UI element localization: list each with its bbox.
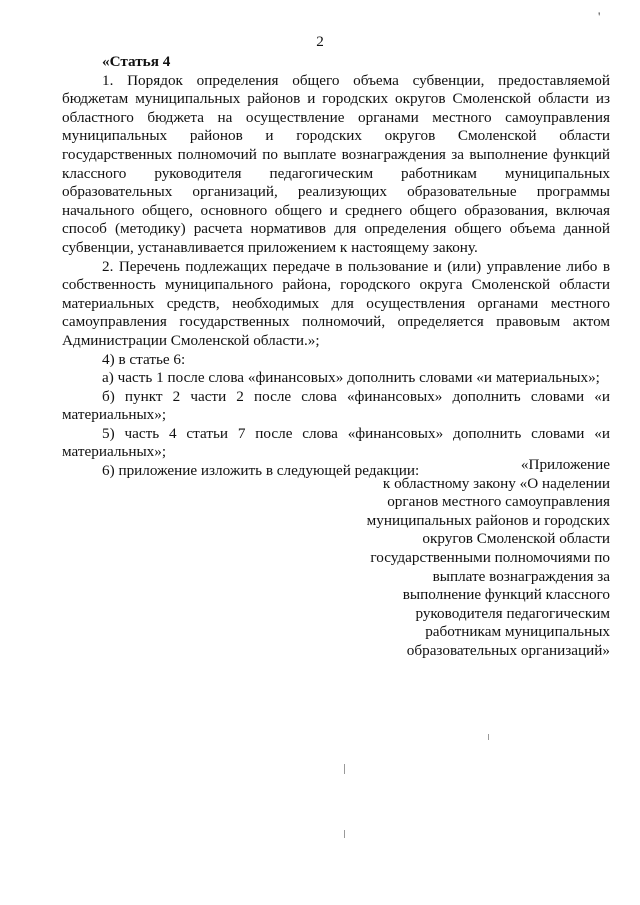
appendix-line: муниципальных районов и городских	[366, 511, 610, 529]
appendix-line: выполнение функций классного	[402, 586, 610, 604]
scan-speck	[344, 830, 345, 838]
appendix-line: «Приложение	[520, 456, 610, 473]
corner-mark: '	[598, 9, 601, 24]
appendix-line: органов местного самоуправления	[387, 493, 610, 511]
appendix-line: к областному закону «О наделении	[382, 474, 610, 492]
appendix-line: образовательных организаций»	[406, 641, 610, 659]
paragraph-5: б) пункт 2 части 2 после слова «финансовых» дополнить словами «и материальных»;	[62, 387, 610, 424]
appendix-line: работникам муниципальных	[425, 623, 610, 641]
appendix-line: выплате вознаграждения за	[432, 567, 610, 585]
appendix-line: государственными полномочиями по	[370, 548, 610, 566]
page-number: 2	[316, 33, 324, 50]
body-text	[62, 53, 610, 481]
scan-speck	[488, 734, 489, 740]
appendix-header	[340, 456, 610, 661]
paragraph-4: а) часть 1 после слова «финансовых» дополнить словами «и материальных»;	[102, 369, 600, 387]
appendix-line: округов Смоленской области	[422, 530, 610, 548]
paragraph-6: 5) часть 4 статьи 7 после слова «финансовых» дополнить словами «и материальных»;	[62, 424, 610, 461]
paragraph-1: 1. Порядок определения общего объема субвенции, предоставляемой бюджетам муниципальных районов и городских округов Смоленской области из областного бюджета на осуществление органами местного самоуправления муниципальных районов и городских округов Смоленской области государственных полномочий по выплате вознаграждения за выполнение функций классного руководителя педагогическим работникам муниципальных образовательных организаций, реализующих образовательные программы начального общего, основного общего и среднего общего образования, включая способ (методику) расчета нормативов для определения общего объема данной субвенции, устанавливается приложением к настоящему закону.	[62, 71, 610, 256]
paragraph-3: 4) в статье 6:	[102, 350, 186, 368]
article-heading: «Статья 4	[102, 53, 171, 70]
scan-speck	[344, 764, 345, 774]
paragraph-7: 6) приложение изложить в следующей редакции:	[102, 462, 420, 480]
appendix-line: руководителя педагогическим	[415, 604, 610, 622]
paragraph-2: 2. Перечень подлежащих передаче в пользование и (или) управление либо в собственность муниципального района, городского округа Смоленской области материальных средств, необходимых для осуществления органами местного самоуправления государственных полномочий, определяется правовым актом Администрации Смоленской области.»;	[62, 257, 610, 349]
